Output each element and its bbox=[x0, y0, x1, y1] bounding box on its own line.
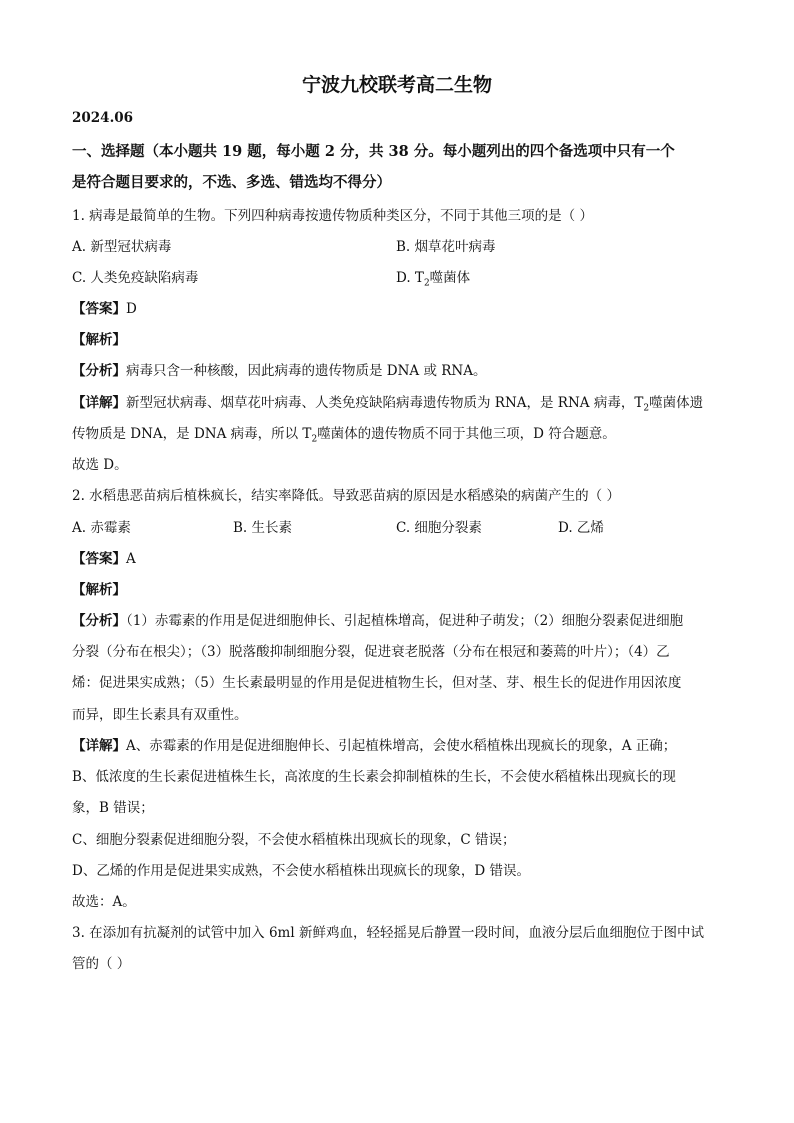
q2-fenxi-line2: 分裂（分布在根尖）；（3）脱落酸抑制细胞分裂，促进衰老脱落（分布在根冠和萎蔫的叶片）；（4）乙 bbox=[72, 644, 670, 660]
q1-analysis-label: 【解析】 bbox=[72, 332, 126, 348]
exam-date: 2024.06 bbox=[72, 110, 134, 126]
q1-xiangjie-line2: 传物质是 DNA，是 DNA 病毒，所以 $T_2$噬菌体的遗传物质不同于其他三项，D 符合题意。 bbox=[72, 426, 616, 445]
q1-conclusion: 故选 D。 bbox=[72, 457, 128, 473]
q2-option-b: B. 生长素 bbox=[233, 520, 293, 536]
q1-option-d: D. $T_2$噬菌体 bbox=[396, 270, 471, 289]
q2-stem: 2. 水稻患恶苗病后植株疯长，结实率降低。导致恶苗病的原因是水稻感染的病菌产生的（ ） bbox=[72, 488, 620, 504]
q2-option-d: D. 乙烯 bbox=[558, 520, 604, 536]
q2-xiangjie-line5: D、乙烯的作用是促进果实成熟，不会使水稻植株出现疯长的现象，D 错误。 bbox=[72, 863, 530, 879]
section-heading-line2: 是符合题目要求的，不选、多选、错选均不得分） bbox=[72, 174, 391, 191]
q3-stem-line2: 管的（ ） bbox=[72, 956, 131, 972]
q1-option-a: A. 新型冠状病毒 bbox=[72, 239, 172, 255]
q2-fenxi-line4: 而异，即生长素具有双重性。 bbox=[72, 707, 248, 723]
q2-fenxi-line3: 烯：促进果实成熟；（5）生长素最明显的作用是促进植物生长，但对茎、芽、根生长的促进作用因浓度 bbox=[72, 675, 682, 691]
q2-analysis-label: 【解析】 bbox=[72, 582, 126, 598]
q2-option-c: C. 细胞分裂素 bbox=[396, 520, 482, 536]
document-title: 宁波九校联考高二生物 bbox=[301, 74, 492, 96]
q3-stem-line1: 3. 在添加有抗凝剂的试管中加入 6ml 新鲜鸡血，轻轻摇晃后静置一段时间，血液分层后血细胞位于图中试 bbox=[72, 925, 704, 941]
q2-xiangjie-line4: C、细胞分裂素促进细胞分裂，不会使水稻植株出现疯长的现象，C 错误； bbox=[72, 832, 516, 848]
q2-xiangjie-line3: 象，B 错误； bbox=[72, 800, 154, 816]
q2-xiangjie-line1: 【详解】A、赤霉素的作用是促进细胞伸长、引起植株增高，会使水稻植株出现疯长的现象，A 正确； bbox=[72, 738, 677, 754]
q1-answer: 【答案】D bbox=[72, 301, 137, 317]
q2-conclusion: 故选：A。 bbox=[72, 894, 136, 910]
q1-option-c: C. 人类免疫缺陷病毒 bbox=[72, 270, 199, 286]
q1-stem: 1. 病毒是最简单的生物。下列四种病毒按遗传物质种类区分，不同于其他三项的是（ ） bbox=[72, 208, 593, 224]
q1-fenxi: 【分析】病毒只含一种核酸，因此病毒的遗传物质是 DNA 或 RNA。 bbox=[72, 363, 487, 379]
q1-xiangjie-line1: 【详解】新型冠状病毒、烟草花叶病毒、人类免疫缺陷病毒遗传物质为 RNA，是 RNA 病毒，$T_2$噬菌体遗 bbox=[72, 395, 704, 414]
q2-option-a: A. 赤霉素 bbox=[72, 520, 131, 536]
q2-fenxi-line1: 【分析】（1）赤霉素的作用是促进细胞伸长、引起植株增高，促进种子萌发；（2）细胞分裂素促进细胞 bbox=[72, 613, 684, 629]
q2-xiangjie-line2: B、低浓度的生长素促进植株生长，高浓度的生长素会抑制植株的生长，不会使水稻植株出现疯长的现 bbox=[72, 769, 676, 785]
section-heading-line1: 一、选择题（本小题共 19 题，每小题 2 分，共 38 分。每小题列出的四个备选项中只有一个 bbox=[72, 143, 675, 160]
q1-option-b: B. 烟草花叶病毒 bbox=[396, 239, 496, 255]
q2-answer: 【答案】A bbox=[72, 551, 136, 567]
